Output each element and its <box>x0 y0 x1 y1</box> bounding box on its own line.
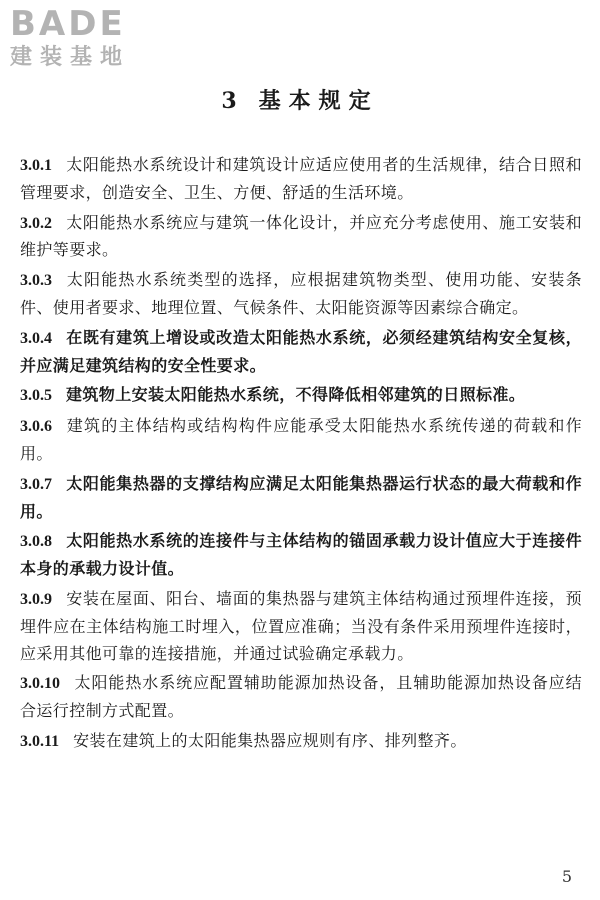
clause-text: 太阳能热水系统类型的选择，应根据建筑物类型、使用功能、安装条件、使用者要求、地理位置、气候条件、太阳能资源等因素综合确定。 <box>20 270 582 317</box>
clause-number: 3.0.5 <box>20 387 52 405</box>
clause-number: 3.0.11 <box>20 732 60 750</box>
section-title <box>0 84 600 115</box>
clause-number: 3.0.3 <box>20 272 52 290</box>
clause-text: 安装在屋面、阳台、墙面的集热器与建筑主体结构通过预埋件连接，预埋件应在主体结构施工时埋入，位置应准确；当没有条件采用预埋件连接时，应采用其他可靠的连接措施，并通过试验确定承载力。 <box>20 588 582 663</box>
clause-3-0-4 <box>20 325 582 380</box>
clause-text: 建筑的主体结构或结构构件应能承受太阳能热水系统传递的荷载和作用。 <box>20 416 582 463</box>
clause-text: 建筑物上安装太阳能热水系统，不得降低相邻建筑的日照标准。 <box>66 385 526 405</box>
clause-3-0-10 <box>20 670 582 725</box>
clause-3-0-6 <box>20 413 582 468</box>
clause-text: 太阳能热水系统的连接件与主体结构的锚固承载力设计值应大于连接件本身的承载力设计值。 <box>20 531 582 579</box>
clause-3-0-5 <box>20 382 582 410</box>
clause-number: 3.0.4 <box>20 329 52 347</box>
clause-text: 安装在建筑上的太阳能集热器应规则有序、排列整齐。 <box>73 730 467 750</box>
logo-subtitle: 建装基地 <box>10 45 131 70</box>
clause-3-0-11 <box>20 728 582 756</box>
clause-text: 太阳能集热器的支撑结构应满足太阳能集热器运行状态的最大荷载和作用。 <box>20 473 582 521</box>
page-number: 5 <box>561 867 572 886</box>
clause-number: 3.0.2 <box>20 214 52 232</box>
clause-3-0-1 <box>20 152 582 207</box>
clause-number: 3.0.7 <box>20 475 52 493</box>
clause-3-0-8 <box>20 528 582 583</box>
clause-number: 3.0.6 <box>20 418 52 436</box>
clause-list <box>20 152 582 759</box>
clause-number: 3.0.10 <box>20 675 60 693</box>
clause-number: 3.0.8 <box>20 533 52 551</box>
clause-text: 在既有建筑上增设或改造太阳能热水系统，必须经建筑结构安全复核，并应满足建筑结构的安全性要求。 <box>20 327 582 375</box>
publisher-logo <box>10 6 175 72</box>
clause-3-0-2 <box>20 210 582 265</box>
clause-3-0-7 <box>20 471 582 526</box>
section-title-text: 基本规定 <box>258 88 379 114</box>
clause-3-0-3 <box>20 267 582 322</box>
logo-wordmark: BADE <box>10 4 126 44</box>
clause-number: 3.0.9 <box>20 590 52 608</box>
section-number: 3 <box>221 88 245 114</box>
clause-text: 太阳能热水系统应与建筑一体化设计，并应充分考虑使用、施工安装和维护等要求。 <box>20 212 582 260</box>
clause-number: 3.0.1 <box>20 157 52 174</box>
clause-text: 太阳能热水系统应配置辅助能源加热设备，且辅助能源加热设备应结合运行控制方式配置。 <box>20 673 582 721</box>
clause-3-0-9 <box>20 586 582 667</box>
clause-text: 太阳能热水系统设计和建筑设计应适应使用者的生活规律，结合日照和管理要求，创造安全、卫生、方便、舒适的生活环境。 <box>20 155 582 202</box>
